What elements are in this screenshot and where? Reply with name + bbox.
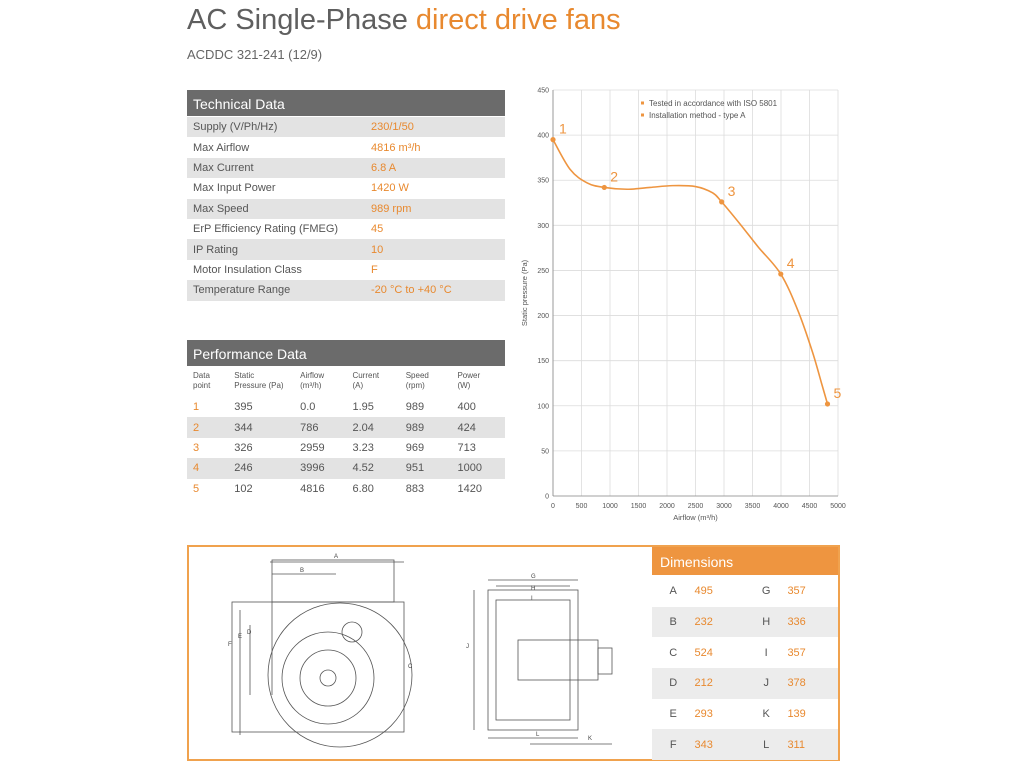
perf-cell: 400 xyxy=(457,401,476,414)
perf-cell: 344 xyxy=(228,417,294,437)
perf-cell: 2959 xyxy=(300,441,325,454)
perf-cell: 2 xyxy=(187,417,228,437)
tech-row xyxy=(187,158,505,178)
tech-value: 6.8 A xyxy=(365,158,505,178)
y-tick-label: 200 xyxy=(537,313,549,321)
dim-value: 357 xyxy=(787,585,806,598)
dim-key: D xyxy=(652,668,694,699)
x-axis-label: Airflow (m³/h) xyxy=(673,513,718,522)
x-tick-label: 4000 xyxy=(773,503,789,510)
data-point xyxy=(825,401,830,406)
dim-row xyxy=(652,576,838,607)
dim-value: 378 xyxy=(787,668,838,699)
performance-curve-chart xyxy=(515,80,855,530)
dim-value: 524 xyxy=(694,646,713,659)
tech-value: 4816 m³/h xyxy=(371,141,421,154)
dim-key: E xyxy=(669,708,677,721)
dim-label-b: B xyxy=(300,568,305,574)
scroll-housing xyxy=(268,603,412,747)
technical-data-heading: Technical Data xyxy=(187,90,505,116)
perf-header-row xyxy=(187,367,505,397)
perf-cell: 883 xyxy=(405,482,425,495)
perf-column-header: Speed (rpm) xyxy=(405,371,429,390)
title-main: AC Single-Phase xyxy=(187,4,408,36)
y-tick-label: 0 xyxy=(545,493,549,501)
dim-label-d: D xyxy=(247,630,252,636)
performance-curve-line xyxy=(553,140,828,404)
perf-cell: 989 xyxy=(400,417,452,437)
dim-label-h: H xyxy=(531,586,536,592)
y-tick-label: 50 xyxy=(541,448,549,456)
perf-cell: 3.23 xyxy=(352,441,374,454)
perf-cell: 424 xyxy=(451,417,505,437)
y-tick-label: 100 xyxy=(537,403,549,411)
dim-label-a: A xyxy=(334,554,339,560)
perf-column-header: Current (A) xyxy=(352,371,380,390)
tech-value: -20 °C to +40 °C xyxy=(365,280,505,300)
tech-value: 1420 W xyxy=(371,182,409,195)
perf-cell: 1000 xyxy=(451,458,505,478)
x-tick-label: 500 xyxy=(575,503,588,510)
legend-marker xyxy=(641,102,644,105)
perf-cell: 4 xyxy=(187,458,228,478)
dim-label-g: G xyxy=(531,574,536,580)
perf-cell: 395 xyxy=(234,401,253,414)
tech-value: 45 xyxy=(371,223,384,236)
impeller-inner xyxy=(300,650,356,706)
perf-cell: 4816 xyxy=(300,482,325,495)
performance-data-table xyxy=(187,367,505,499)
dimensions-heading: Dimensions xyxy=(652,547,838,575)
side-view-housing xyxy=(232,602,404,732)
dimensions-table xyxy=(652,576,838,760)
dim-key: H xyxy=(745,607,787,638)
page-title xyxy=(187,4,621,37)
tech-row xyxy=(187,178,505,198)
x-tick-label: 3000 xyxy=(716,503,732,510)
perf-cell: 969 xyxy=(405,441,425,454)
tech-label: Temperature Range xyxy=(187,280,365,300)
dim-value: 336 xyxy=(787,607,838,638)
tech-value: F xyxy=(371,263,378,276)
dim-value: 343 xyxy=(694,729,745,760)
dim-value: 293 xyxy=(694,708,713,721)
perf-row xyxy=(187,397,505,417)
perf-row xyxy=(187,417,505,437)
shaft-hub xyxy=(320,670,336,686)
dim-key: B xyxy=(652,607,694,638)
performance-data-heading: Performance Data xyxy=(187,340,505,366)
dim-label-k: K xyxy=(588,736,593,742)
dim-value: 357 xyxy=(787,646,806,659)
tech-label: ErP Efficiency Rating (FMEG) xyxy=(193,223,339,236)
technical-data-table xyxy=(187,117,505,301)
y-tick-label: 250 xyxy=(537,267,549,275)
x-tick-label: 3500 xyxy=(744,503,761,510)
dim-value: 311 xyxy=(787,729,838,760)
tech-row xyxy=(187,260,505,280)
tech-value: 10 xyxy=(365,239,505,259)
y-axis-label: Static pressure (Pa) xyxy=(520,259,529,327)
perf-cell: 1.95 xyxy=(352,401,374,414)
tech-label: Supply (V/Ph/Hz) xyxy=(187,117,365,137)
data-point xyxy=(719,199,724,204)
front-view-housing xyxy=(488,590,578,730)
y-tick-label: 400 xyxy=(537,132,549,140)
dim-row xyxy=(652,637,838,668)
y-tick-label: 350 xyxy=(537,177,549,185)
tech-row xyxy=(187,117,505,137)
perf-cell: 6.80 xyxy=(352,482,374,495)
perf-cell: 713 xyxy=(457,441,476,454)
tech-label: Max Airflow xyxy=(193,141,250,154)
data-point xyxy=(550,137,555,142)
perf-cell: 1 xyxy=(193,401,200,414)
perf-cell: 5 xyxy=(193,482,200,495)
dim-key: A xyxy=(669,585,677,598)
dim-row xyxy=(652,699,838,730)
dim-label-f: F xyxy=(228,642,232,648)
motor-body xyxy=(518,640,598,680)
legend-marker xyxy=(641,114,644,117)
impeller-ring xyxy=(282,632,374,724)
dim-key: C xyxy=(669,646,678,659)
x-tick-label: 5000 xyxy=(830,503,846,510)
perf-column-header: Data point xyxy=(193,371,211,390)
perf-row xyxy=(187,479,505,499)
dim-key: F xyxy=(652,729,694,760)
tech-label: Motor Insulation Class xyxy=(193,263,302,276)
dim-label-l: L xyxy=(536,732,540,738)
perf-cell: 1420 xyxy=(457,482,482,495)
dim-key: J xyxy=(745,668,787,699)
perf-cell: 0.0 xyxy=(300,401,316,414)
tech-label: Max Current xyxy=(187,158,365,178)
perf-row xyxy=(187,458,505,478)
model-code: ACDDC 321-241 (12/9) xyxy=(187,47,323,62)
y-tick-label: 300 xyxy=(537,222,549,230)
tech-row xyxy=(187,137,505,157)
x-tick-label: 1000 xyxy=(602,503,618,510)
perf-column-header: Airflow (m³/h) xyxy=(300,371,325,390)
dim-value: 139 xyxy=(787,708,806,721)
dim-label-i: I xyxy=(531,596,533,602)
dim-key: G xyxy=(761,585,771,598)
tech-row xyxy=(187,239,505,259)
y-tick-label: 450 xyxy=(537,87,549,95)
perf-cell: 246 xyxy=(228,458,294,478)
perf-row xyxy=(187,438,505,458)
y-tick-label: 150 xyxy=(537,358,549,366)
perf-cell: 102 xyxy=(234,482,253,495)
x-tick-label: 2000 xyxy=(659,503,675,510)
data-point-label: 4 xyxy=(786,255,795,272)
dim-label-j: J xyxy=(466,644,469,650)
tech-row xyxy=(187,199,505,219)
perf-cell: 989 xyxy=(405,401,425,414)
perf-cell: 786 xyxy=(294,417,346,437)
x-tick-label: 1500 xyxy=(630,503,647,510)
legend-entry: Installation method - type A xyxy=(649,111,746,120)
perf-cell: 3 xyxy=(193,441,200,454)
dim-row xyxy=(652,607,838,638)
data-point xyxy=(602,185,607,190)
tech-value: 230/1/50 xyxy=(365,117,505,137)
dim-label-c: C xyxy=(408,664,413,670)
perf-cell: 951 xyxy=(400,458,452,478)
tech-label: IP Rating xyxy=(187,239,365,259)
perf-column-header: Static Pressure (Pa) xyxy=(234,371,284,390)
data-point-label: 3 xyxy=(727,182,736,199)
data-point-label: 1 xyxy=(559,120,567,137)
title-accent: direct drive fans xyxy=(415,4,621,36)
side-view-outlet xyxy=(272,560,394,602)
dim-label-e: E xyxy=(238,634,243,640)
x-tick-label: 2500 xyxy=(687,503,704,510)
perf-cell: 2.04 xyxy=(346,417,399,437)
x-tick-label: 4500 xyxy=(801,503,818,510)
dim-value: 232 xyxy=(694,607,745,638)
data-point-label: 2 xyxy=(610,168,619,185)
tech-value: 989 rpm xyxy=(365,199,505,219)
tech-row xyxy=(187,280,505,300)
data-point-label: 5 xyxy=(833,384,842,401)
dim-value: 495 xyxy=(694,585,713,598)
data-point xyxy=(778,271,783,276)
perf-cell: 326 xyxy=(234,441,253,454)
dim-row xyxy=(652,668,838,699)
legend-entry: Tested in accordance with ISO 5801 xyxy=(649,99,778,108)
dim-value: 212 xyxy=(694,668,745,699)
perf-column-header: Power (W) xyxy=(457,371,481,390)
tech-label: Max Speed xyxy=(187,199,365,219)
x-tick-label: 0 xyxy=(551,503,555,510)
dim-key: L xyxy=(745,729,787,760)
dim-key: K xyxy=(762,708,770,721)
tech-label: Max Input Power xyxy=(193,182,276,195)
perf-cell: 3996 xyxy=(294,458,346,478)
perf-cell: 4.52 xyxy=(346,458,399,478)
dim-row xyxy=(652,729,838,760)
dim-key: I xyxy=(764,646,768,659)
fan-dimension-drawing xyxy=(200,550,650,760)
tech-row xyxy=(187,219,505,239)
